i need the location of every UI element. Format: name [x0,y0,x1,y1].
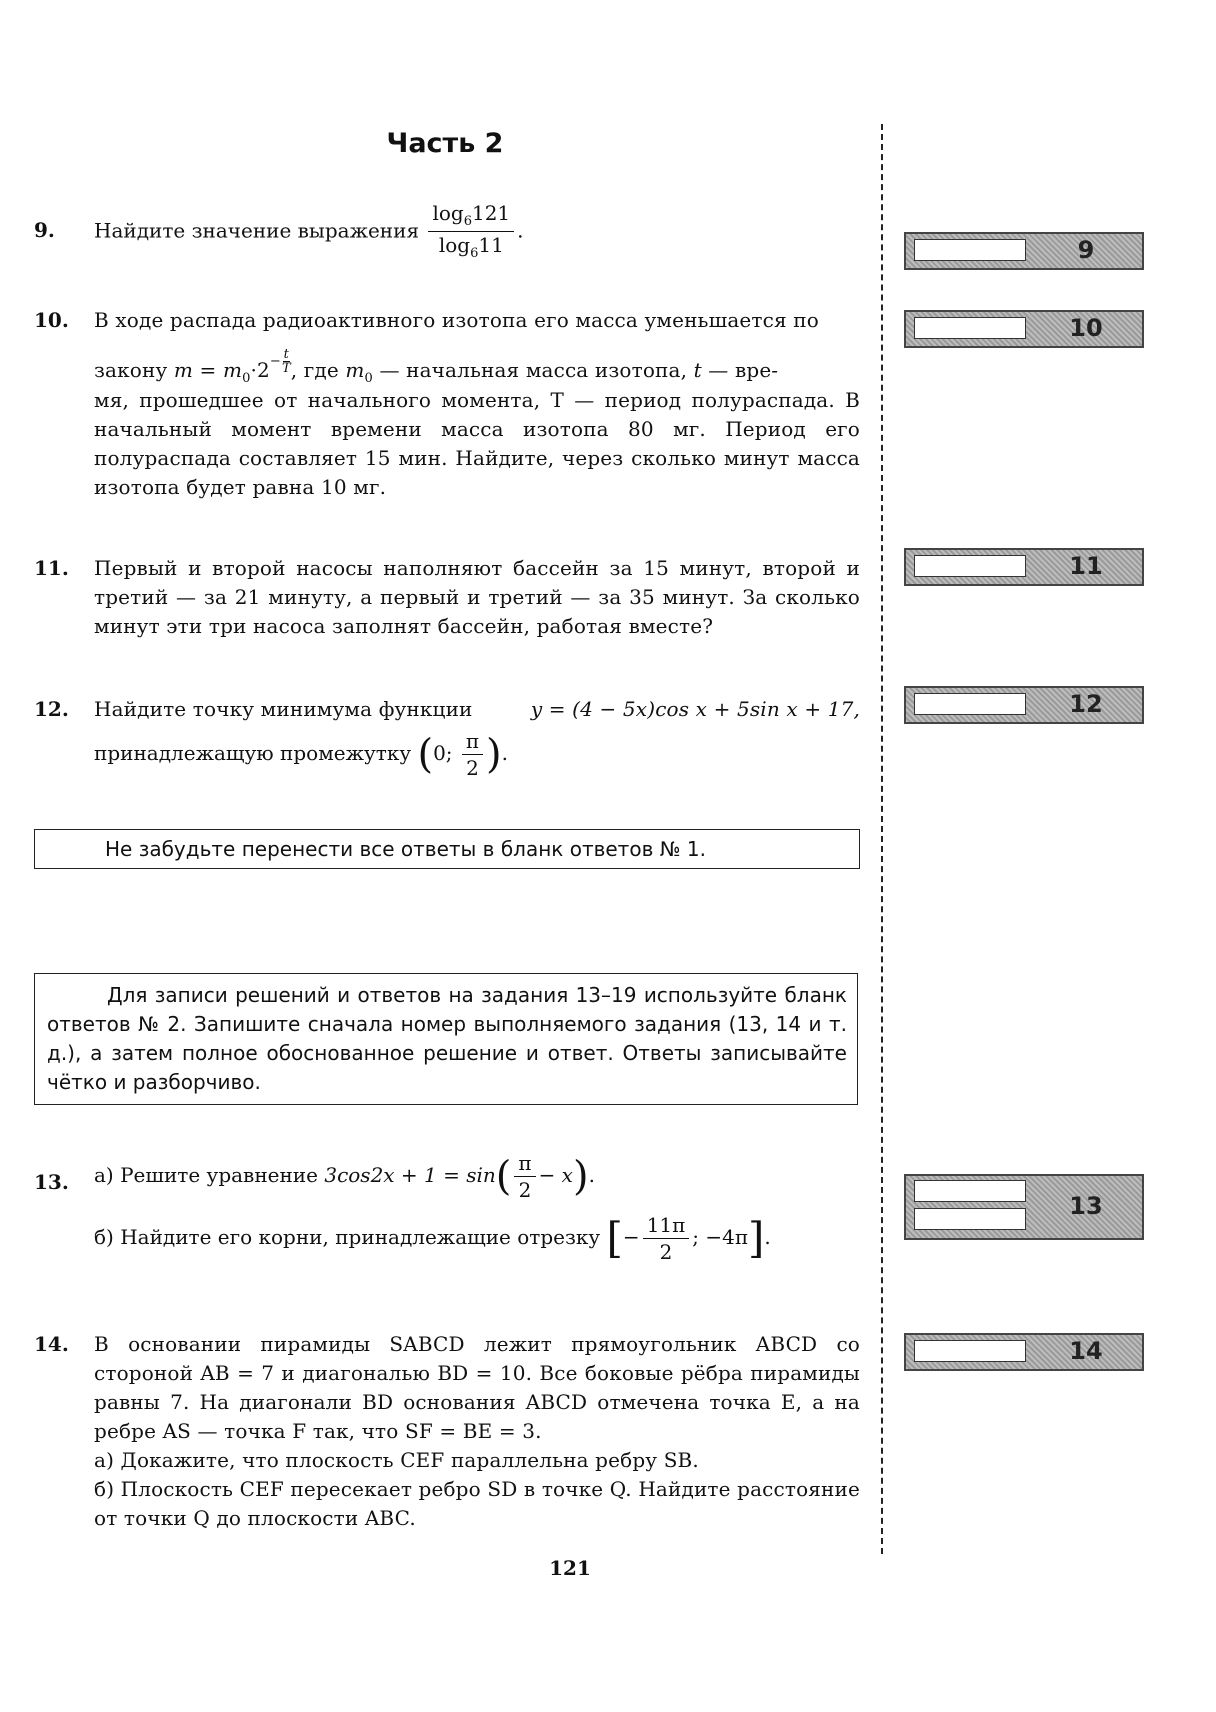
answer-field-11[interactable] [914,555,1026,577]
task-10-body: мя, прошедшее от начального момента, T — период полураспада. В начальный момент времени масса изотопа 80 мг. Период его полураспада составляет 15 мин. Найдите, через сколько минут масса изотопа будет равна 10 мг. [94,388,860,499]
task-10-line1: В ходе распада радиоактивного изотопа его масса уменьшается по [94,308,819,332]
answer-box-label: 9 [1077,236,1095,264]
answer-field-10[interactable] [914,317,1026,339]
answer-field-14[interactable] [914,1340,1026,1362]
task-9-number: 9. [34,218,55,242]
answer-box-13[interactable] [904,1174,1144,1240]
answer-box-label: 11 [1069,552,1103,580]
answer-field-13a[interactable] [914,1180,1026,1202]
page-title: Часть 2 [386,128,504,159]
task-12-function: y = (4 − 5x)cos x + 5sin x + 17, [530,697,860,721]
cut-line [881,124,883,1554]
transfer-note: Не забудьте перенести все ответы в бланк ответов № 1. [34,829,860,869]
task-14-part-b: б) Плоскость CEF пересекает ребро SD в точке Q. Найдите расстояние от точки Q до плоскости ABC. [94,1477,860,1530]
task-10-formula-line: закону $m = m_0\cdot 2$ − $\frac{t}{T}$ , где $m_0$ — начальная масса изотопа, t — вре- [94,347,779,386]
task-14-part-a: а) Докажите, что плоскость CEF параллельна ребру SB. [94,1448,699,1472]
task-11-number: 11. [34,556,69,580]
page-number: 121 [549,1556,591,1580]
task-9-fraction: $\frac{\log_6121}{\log_611}$ [428,202,514,262]
task-12-line2: принадлежащую промежутку (0; $\frac{\pi}{2}$ ). [94,729,509,780]
task-10-number: 10. [34,308,69,332]
task-13-part-a: а) Решите уравнение 3cos2x + 1 = sin( $\frac{\pi}{2}$ − x). [94,1151,595,1202]
answer-box-12[interactable] [904,686,1144,724]
answer-field-9[interactable] [914,239,1026,261]
answer-box-label: 10 [1069,314,1103,342]
formula-exponent: − $\frac{t}{T}$ [269,347,291,376]
task-13-part-b: б) Найдите его корни, принадлежащие отрезку [− $\frac{11\pi}{2}$ ; −4π]. [94,1213,771,1264]
task-14-number: 14. [34,1332,69,1356]
answer-box-label: 14 [1069,1337,1103,1365]
answer-field-13b[interactable] [914,1208,1026,1230]
answer-box-label: 12 [1069,690,1103,718]
answer-box-label: 13 [1069,1192,1103,1220]
instructions-box: Для записи решений и ответов на задания 13–19 используйте бланк ответов № 2. Запишите сначала номер выполняемого задания (13, 14 и т. д.), а затем полное обоснованное решение и ответ. Ответы записывайте чётко и разборчиво. [34,973,858,1105]
answer-box-10[interactable] [904,310,1144,348]
answer-box-11[interactable] [904,548,1144,586]
task-9-prompt: Найдите значение выражения [94,218,420,243]
task-12-number: 12. [34,697,69,721]
task-11-text: Первый и второй насосы наполняют бассейн за 15 минут, второй и третий — за 21 минуту, а первый и третий — за 35 минут. За сколько минут эти три насоса заполнят бассейн, работая вместе? [94,556,860,638]
task-12-line1: Найдите точку минимума функции y = (4 − 5x)cos x + 5sin x + 17, [94,695,860,724]
task-13-number: 13. [34,1170,69,1194]
task-14-condition: В основании пирамиды SABCD лежит прямоугольник ABCD со стороной AB = 7 и диагональю BD = 10. Все боковые рёбра пирамиды равны 7. На диагонали BD основания ABCD отмечена точка E, а на ребре AS — точка F так, что SF = BE = 3. [94,1332,860,1443]
task-9-text: Найдите значение выражения $\frac{\log_6121}{\log_611}$ . [94,201,524,262]
answer-box-9[interactable] [904,232,1144,270]
answer-box-14[interactable] [904,1333,1144,1371]
answer-field-12[interactable] [914,693,1026,715]
task-14-text [94,1330,860,1533]
